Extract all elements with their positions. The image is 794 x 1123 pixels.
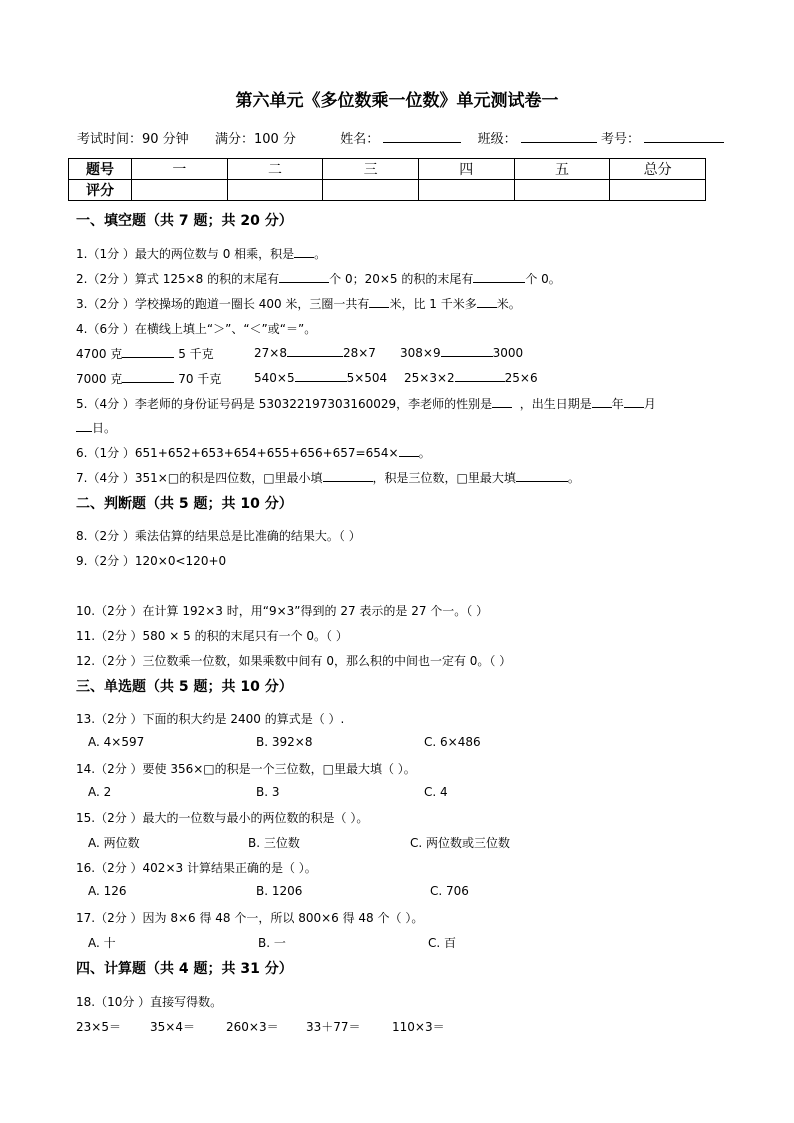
calc-item: 23×5＝ bbox=[76, 1020, 121, 1034]
name-label: 姓名： bbox=[340, 132, 380, 147]
question-8: 8.（2分 ）乘法估算的结果总是比准确的结果大。（ ） bbox=[76, 529, 361, 543]
q4-row-2-c: 25×3×2 25×6 bbox=[404, 371, 538, 385]
calc-item: 35×4＝ bbox=[150, 1020, 195, 1034]
score-row-label: 评分 bbox=[69, 180, 132, 201]
score-table-header-row bbox=[69, 159, 706, 180]
score-cell-1[interactable] bbox=[132, 180, 228, 201]
section-fill-in: 一、填空题（共 7 题；共 20 分） bbox=[76, 213, 293, 229]
score-header-5: 五 bbox=[514, 159, 610, 180]
exam-info bbox=[77, 128, 727, 147]
question-3: 3.（2分 ）学校操场的跑道一圈长 400 米，三圈一共有 米，比 1 千米多 米。 bbox=[76, 297, 521, 311]
score-header-1: 一 bbox=[132, 159, 228, 180]
q4-row-1-b: 27×8 28×7 bbox=[254, 346, 376, 360]
question-13: 13.（2分 ）下面的积大约是 2400 的算式是（ ）. bbox=[76, 712, 345, 726]
score-cell-total[interactable] bbox=[610, 180, 706, 201]
score-cell-3[interactable] bbox=[323, 180, 419, 201]
exam-full-score: 满分：100 分 bbox=[214, 132, 296, 147]
question-7: 7.（4分 ）351×□的积是四位数，□里最小填 ，积是三位数，□里最大填 。 bbox=[76, 471, 580, 485]
number-label: 考号： bbox=[600, 132, 640, 147]
calc-item: 33＋77＝ bbox=[306, 1020, 361, 1034]
score-cell-4[interactable] bbox=[418, 180, 514, 201]
answer-blank[interactable] bbox=[399, 445, 419, 457]
answer-blank[interactable] bbox=[279, 271, 329, 283]
answer-blank[interactable] bbox=[122, 371, 174, 383]
answer-blank[interactable] bbox=[624, 396, 644, 408]
answer-blank[interactable] bbox=[122, 346, 174, 358]
question-4: 4.（6分 ）在横线上填上“＞”、“＜”或“＝”。 bbox=[76, 322, 317, 336]
question-2: 2.（2分 ）算式 125×8 的积的末尾有 个 0；20×5 的积的末尾有 个 0。 bbox=[76, 272, 561, 286]
score-header-4: 四 bbox=[418, 159, 514, 180]
class-field[interactable] bbox=[521, 130, 597, 143]
question-5-cont: 日。 bbox=[76, 419, 116, 436]
answer-blank[interactable] bbox=[441, 345, 493, 357]
answer-blank[interactable] bbox=[295, 370, 347, 382]
answer-blank[interactable] bbox=[477, 296, 497, 308]
q15-option-a[interactable]: A. 两位数 bbox=[88, 836, 140, 850]
section-single-choice: 三、单选题（共 5 题；共 10 分） bbox=[76, 679, 293, 695]
answer-blank[interactable] bbox=[294, 246, 314, 258]
score-header-2: 二 bbox=[227, 159, 323, 180]
q17-option-a[interactable]: A. 十 bbox=[88, 936, 116, 950]
q15-option-b[interactable]: B. 三位数 bbox=[248, 836, 300, 850]
question-6: 6.（1分 ）651+652+653+654+655+656+657=654× 。 bbox=[76, 446, 431, 460]
q14-option-a[interactable]: A. 2 bbox=[88, 785, 112, 799]
calc-item: 110×3＝ bbox=[392, 1020, 445, 1034]
question-5: 5.（4分 ）李老师的身份证号码是 530322197303160029，李老师的性别是 ，出生日期是 年 月 bbox=[76, 397, 656, 411]
score-table-score-row bbox=[69, 180, 706, 201]
class-label: 班级： bbox=[477, 132, 517, 147]
exam-time: 考试时间：90 分钟 bbox=[77, 132, 189, 147]
answer-blank[interactable] bbox=[492, 396, 512, 408]
score-cell-5[interactable] bbox=[514, 180, 610, 201]
q15-option-c[interactable]: C. 两位数或三位数 bbox=[410, 836, 511, 850]
answer-blank[interactable] bbox=[76, 420, 92, 432]
score-header-total: 总分 bbox=[610, 159, 706, 180]
question-18: 18.（10分 ）直接写得数。 bbox=[76, 995, 223, 1009]
q4-row-2-b: 540×5 5×504 bbox=[254, 371, 388, 385]
calc-item: 260×3＝ bbox=[226, 1020, 279, 1034]
answer-blank[interactable] bbox=[455, 370, 505, 382]
answer-blank[interactable] bbox=[473, 271, 525, 283]
question-12: 12.（2分 ）三位数乘一位数，如果乘数中间有 0，那么积的中间也一定有 0。（ ） bbox=[76, 654, 512, 668]
q4-row-1-c: 308×9 3000 bbox=[400, 346, 524, 360]
question-10: 10.（2分 ）在计算 192×3 时，用“9×3”得到的 27 表示的是 27 个一。（ ） bbox=[76, 604, 489, 618]
q14-option-b[interactable]: B. 3 bbox=[256, 785, 280, 799]
score-header-label: 题号 bbox=[69, 159, 132, 180]
answer-blank[interactable] bbox=[592, 396, 612, 408]
q17-option-b[interactable]: B. 一 bbox=[258, 936, 286, 950]
answer-blank[interactable] bbox=[516, 470, 568, 482]
score-header-3: 三 bbox=[323, 159, 419, 180]
answer-blank[interactable] bbox=[369, 296, 389, 308]
answer-blank[interactable] bbox=[323, 470, 373, 482]
section-calculation: 四、计算题（共 4 题；共 31 分） bbox=[76, 961, 293, 977]
number-field[interactable] bbox=[644, 130, 724, 143]
question-14: 14.（2分 ）要使 356×□的积是一个三位数，□里最大填（ ）。 bbox=[76, 762, 416, 776]
q13-option-b[interactable]: B. 392×8 bbox=[256, 735, 313, 749]
q16-option-c[interactable]: C. 706 bbox=[430, 884, 469, 898]
question-15: 15.（2分 ）最大的一位数与最小的两位数的积是（ ）。 bbox=[76, 811, 369, 825]
score-table bbox=[68, 158, 706, 201]
page-title: 第六单元《多位数乘一位数》单元测试卷一 bbox=[235, 91, 559, 111]
question-1: 1.（1分 ）最大的两位数与 0 相乘，积是 。 bbox=[76, 247, 327, 261]
q14-option-c[interactable]: C. 4 bbox=[424, 785, 448, 799]
q13-option-a[interactable]: A. 4×597 bbox=[88, 735, 145, 749]
q4-row-1: 4700 克 5 千克 bbox=[76, 347, 214, 361]
q4-row-2: 7000 克 70 千克 bbox=[76, 372, 222, 386]
q16-option-a[interactable]: A. 126 bbox=[88, 884, 127, 898]
question-9: 9.（2分 ）120×0<120+0 bbox=[76, 554, 227, 568]
answer-blank[interactable] bbox=[287, 345, 343, 357]
question-17: 17.（2分 ）因为 8×6 得 48 个一，所以 800×6 得 48 个（ ）。 bbox=[76, 911, 424, 925]
q17-option-c[interactable]: C. 百 bbox=[428, 936, 457, 950]
q16-option-b[interactable]: B. 1206 bbox=[256, 884, 303, 898]
question-11: 11.（2分 ）580 × 5 的积的末尾只有一个 0。（ ） bbox=[76, 629, 348, 643]
question-16: 16.（2分 ）402×3 计算结果正确的是（ ）。 bbox=[76, 861, 317, 875]
score-cell-2[interactable] bbox=[227, 180, 323, 201]
q13-option-c[interactable]: C. 6×486 bbox=[424, 735, 481, 749]
name-field[interactable] bbox=[383, 130, 461, 143]
section-true-false: 二、判断题（共 5 题；共 10 分） bbox=[76, 496, 293, 512]
